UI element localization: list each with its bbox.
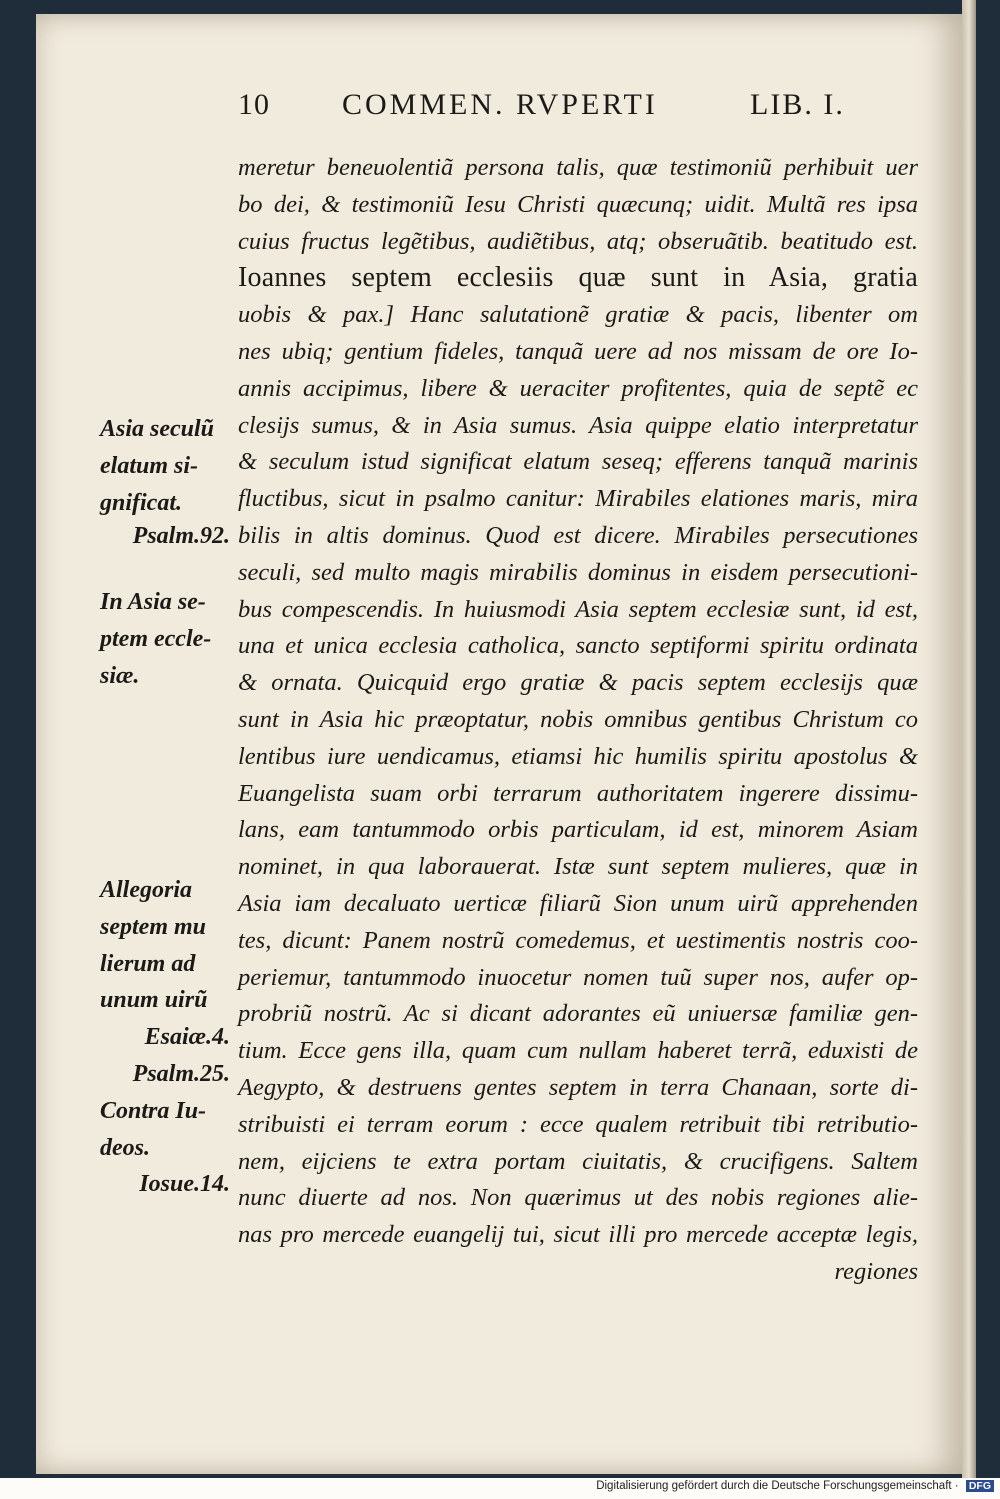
marginal-note-line: Psalm.92. — [132, 523, 230, 549]
text-line: lans, eam tantummodo orbis particulam, id est, minorem Asiam — [238, 816, 918, 844]
running-header — [238, 88, 878, 132]
marginal-note — [100, 1093, 230, 1167]
catchword: regiones — [834, 1257, 918, 1285]
text-line: nes ubiq; gentium fideles, tanquã uere ad nos missam de ore Io- — [238, 337, 918, 365]
marginal-note — [100, 1056, 230, 1093]
marginal-note-line: Asia seculũ — [100, 416, 215, 442]
marginal-note-line: unum uirũ — [100, 987, 208, 1014]
text-line: tium. Ecce gens illa, quam cum nullam haberet terrã, eduxisti de — [238, 1037, 918, 1065]
text-line: sunt in Asia hic præoptatur, nobis omnibus gentibus Christum co — [238, 705, 918, 733]
marginal-note-line: Esaiæ.4. — [144, 1024, 230, 1050]
text-line: cuius fructus legẽtibus, audiẽtibus, atq; obseruãtib. beatitudo est. — [238, 227, 918, 255]
text-line: nas pro mercede euangelij tui, sicut illi pro mercede acceptæ legis, — [238, 1221, 918, 1249]
page-number: 10 — [238, 88, 270, 121]
marginal-note-line: Psalm.25. — [132, 1061, 230, 1087]
text-line: & ornata. Quicquid ergo gratiæ & pacis septem ecclesijs quæ — [238, 669, 918, 697]
text-line: Euangelista suam orbi terrarum authoritatem ingerere dissimu- — [238, 779, 918, 807]
text-line: Asia iam decaluato uerticæ filiarũ Sion unum uirũ apprehenden — [238, 889, 918, 917]
marginal-note-line: lierum ad — [100, 950, 196, 977]
marginal-note-line: In Asia se- — [100, 589, 206, 615]
running-title: COMMEN. RVPERTI — [342, 88, 658, 121]
text-line: periemur, tantummodo inuocetur nomen tuũ super nos, aufer op- — [238, 963, 918, 991]
marginal-note — [100, 411, 230, 521]
text-line: meretur beneuolentiã persona talis, quæ testimoniũ perhibuit uer — [238, 154, 918, 181]
footer-credit — [596, 1480, 994, 1498]
text-line: Aegypto, & destruens gentes septem in terra Chanaan, sorte di- — [238, 1073, 918, 1101]
marginal-note-line: siæ. — [100, 662, 140, 689]
marginal-note-line: deos. — [100, 1134, 150, 1161]
text-line: una et unica ecclesia catholica, sancto septiformi spiritu ordinata — [238, 632, 918, 660]
text-line: stribuisti ei terram eorum : ecce qualem retribuit tibi retributio- — [238, 1110, 918, 1138]
text-line: nunc diuerte ad nos. Non quærimus ut des nobis regiones alie- — [238, 1184, 918, 1212]
footer-text: Digitalisierung gefördert durch die Deutsche Forschungsgemeinschaft · — [596, 1480, 959, 1492]
text-line: probriũ nostrũ. Ac si dicant adorantes eũ uniuersæ familiæ gen- — [238, 1000, 918, 1028]
dfg-logo: DFG — [966, 1480, 994, 1492]
text-line: annis accipimus, libere & ueraciter profitentes, quia de septẽ ec — [238, 374, 918, 402]
marginal-note-line: elatum si- — [100, 452, 199, 479]
text-line: nem, eijciens te extra portam ciuitatis, & crucifigens. Saltem — [238, 1147, 918, 1175]
marginal-note-line: ptem eccle- — [100, 625, 212, 652]
text-line: Ioannes septem ecclesiis quæ sunt in Asia, gratia — [238, 262, 918, 294]
marginal-note — [100, 584, 230, 694]
book-number: LIB. I. — [750, 88, 845, 121]
text-line: fluctibus, sicut in psalmo canitur: Mirabiles elationes maris, mira — [238, 485, 918, 513]
marginal-note — [100, 872, 230, 1019]
text-line: nominet, in qua laborauerat. Istæ sunt septem mulieres, quæ in — [238, 853, 918, 881]
text-line: clesijs sumus, & in Asia sumus. Asia quippe elatio interpretatur — [238, 411, 918, 439]
marginal-note-line: Contra Iu- — [100, 1098, 207, 1124]
marginal-note-line: Iosue.14. — [139, 1171, 230, 1197]
page-edge — [962, 0, 976, 1478]
marginal-note-line: gnificat. — [100, 489, 182, 516]
text-line: lentibus iure uendicamus, etiamsi hic humilis spiritu apostolus & — [238, 742, 918, 770]
text-line: & seculum istud significat elatum seseq; efferens tanquã marinis — [238, 448, 918, 476]
text-line: uobis & pax.] Hanc salutationẽ gratiæ & pacis, libenter om — [238, 301, 918, 329]
marginal-note — [100, 1019, 230, 1056]
marginal-note — [100, 518, 230, 555]
marginal-note — [100, 1166, 230, 1203]
body-text — [238, 150, 918, 1291]
text-line: bus compescendis. In huiusmodi Asia septem ecclesiæ sunt, id est, — [238, 595, 918, 623]
text-line: bilis in altis dominus. Quod est dicere. Mirabiles persecutiones — [238, 521, 918, 549]
text-line: tes, dicunt: Panem nostrũ comedemus, et uestimentis nostris coo- — [238, 926, 918, 954]
text-line: bo dei, & testimoniũ Iesu Christi quæcunq; uidit. Multã res ipsa — [238, 190, 918, 218]
marginal-note-line: Allegoria — [100, 877, 193, 903]
marginal-note-line: septem mu — [100, 913, 206, 940]
text-line: seculi, sed multo magis mirabilis dominus in eisdem persecutioni- — [238, 558, 918, 586]
